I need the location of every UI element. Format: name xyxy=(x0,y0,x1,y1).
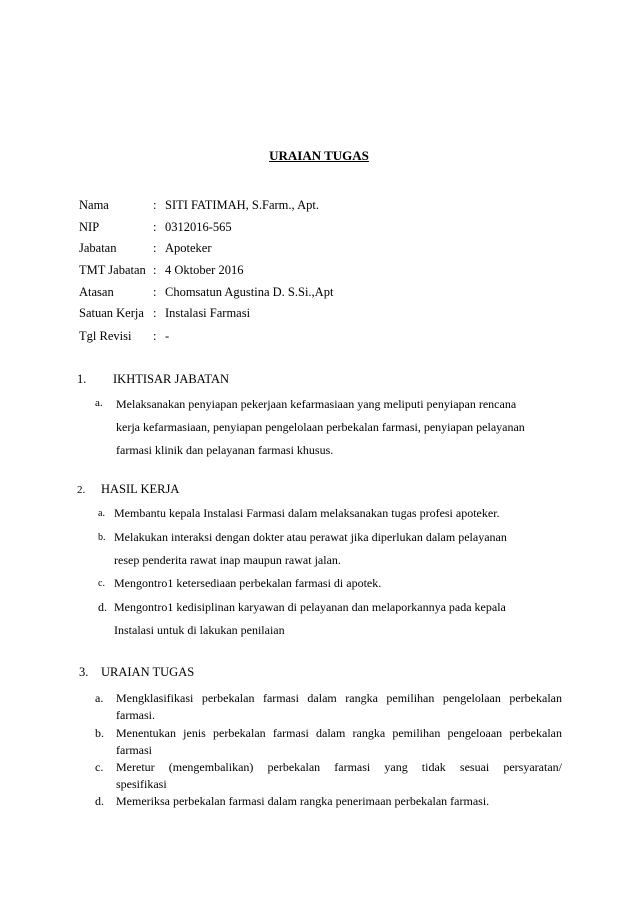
info-value: Apoteker xyxy=(165,241,212,255)
item-text: Memeriksa perbekalan farmasi dalam rangka penerimaan perbekalan farmasi. xyxy=(116,794,490,808)
item-text: Menentukan jenis perbekalan farmasi dalam rangka pemilihan pengeloaan perbekalan xyxy=(116,726,562,740)
info-value: SITI FATIMAH, S.Farm., Apt. xyxy=(165,198,319,212)
info-value: Instalasi Farmasi xyxy=(165,306,251,320)
item-text: Mengklasifikasi perbekalan farmasi dalam rangka pemilihan pengelolaan perbekalan xyxy=(116,691,562,705)
section-title: URAIAN TUGAS xyxy=(101,665,195,679)
item-text: Mengontro1 kedisiplinan karyawan di pelayanan dan melaporkannya pada kepala xyxy=(114,600,506,614)
item-letter: b. xyxy=(98,532,106,543)
item-text: farmasi klinik dan pelayanan farmasi khusus. xyxy=(116,443,334,457)
item-text: resep penderita rawat inap maupun rawat jalan. xyxy=(114,553,341,567)
item-letter: c. xyxy=(98,578,105,589)
info-label: Satuan Kerja xyxy=(79,306,144,320)
section-number: 2. xyxy=(77,484,86,496)
info-value: 0312016-565 xyxy=(165,220,232,234)
info-value: 4 Oktober 2016 xyxy=(165,263,244,277)
item-letter: a. xyxy=(95,397,103,409)
item-text: Melaksanakan penyiapan pekerjaan kefarmasiaan yang meliputi penyiapan rencana xyxy=(116,397,517,411)
item-letter: c. xyxy=(95,760,104,774)
item-letter: d. xyxy=(98,600,107,614)
info-label: Nama xyxy=(79,198,109,212)
info-colon: : xyxy=(153,220,157,234)
item-text: farmasi xyxy=(116,743,152,757)
item-letter: a. xyxy=(95,691,104,705)
info-colon: : xyxy=(153,198,157,212)
item-letter: d. xyxy=(95,794,104,808)
info-value: Chomsatun Agustina D. S.Si.,Apt xyxy=(165,285,334,299)
item-text: kerja kefarmasiaan, penyiapan pengelolaan perbekalan farmasi, penyiapan pelayanan xyxy=(116,420,525,434)
info-colon: : xyxy=(153,241,157,255)
section-number: 1. xyxy=(77,372,87,386)
item-text: Meretur (mengembalikan) perbekalan farmasi yang tidak sesuai persyaratan/ xyxy=(116,760,562,774)
item-letter: b. xyxy=(95,726,104,740)
info-label: NIP xyxy=(79,220,100,234)
item-text: Mengontro1 ketersediaan perbekalan farmasi di apotek. xyxy=(114,576,382,590)
item-text: Membantu kepala Instalasi Farmasi dalam melaksanakan tugas profesi apoteker. xyxy=(114,506,500,520)
section-title: HASIL KERJA xyxy=(101,482,180,496)
info-colon: : xyxy=(153,263,157,277)
item-text: farmasi. xyxy=(116,708,155,722)
info-value: - xyxy=(165,329,170,343)
section-number: 3. xyxy=(79,665,89,679)
info-colon: : xyxy=(153,285,157,299)
info-label: Jabatan xyxy=(79,241,117,255)
item-text: spesifikasi xyxy=(116,777,167,791)
info-label: Tgl Revisi xyxy=(79,329,132,343)
info-colon: : xyxy=(153,306,157,320)
section-title: IKHTISAR JABATAN xyxy=(113,372,230,386)
item-text: Instalasi untuk di lakukan penilaian xyxy=(114,623,285,637)
info-label: Atasan xyxy=(79,285,114,299)
info-colon: : xyxy=(153,329,157,343)
item-letter: a. xyxy=(98,508,105,519)
info-label: TMT Jabatan xyxy=(79,263,146,277)
item-text: Melakukan interaksi dengan dokter atau perawat jika diperlukan dalam pelayanan xyxy=(114,530,507,544)
document-title: URAIAN TUGAS xyxy=(269,148,369,163)
